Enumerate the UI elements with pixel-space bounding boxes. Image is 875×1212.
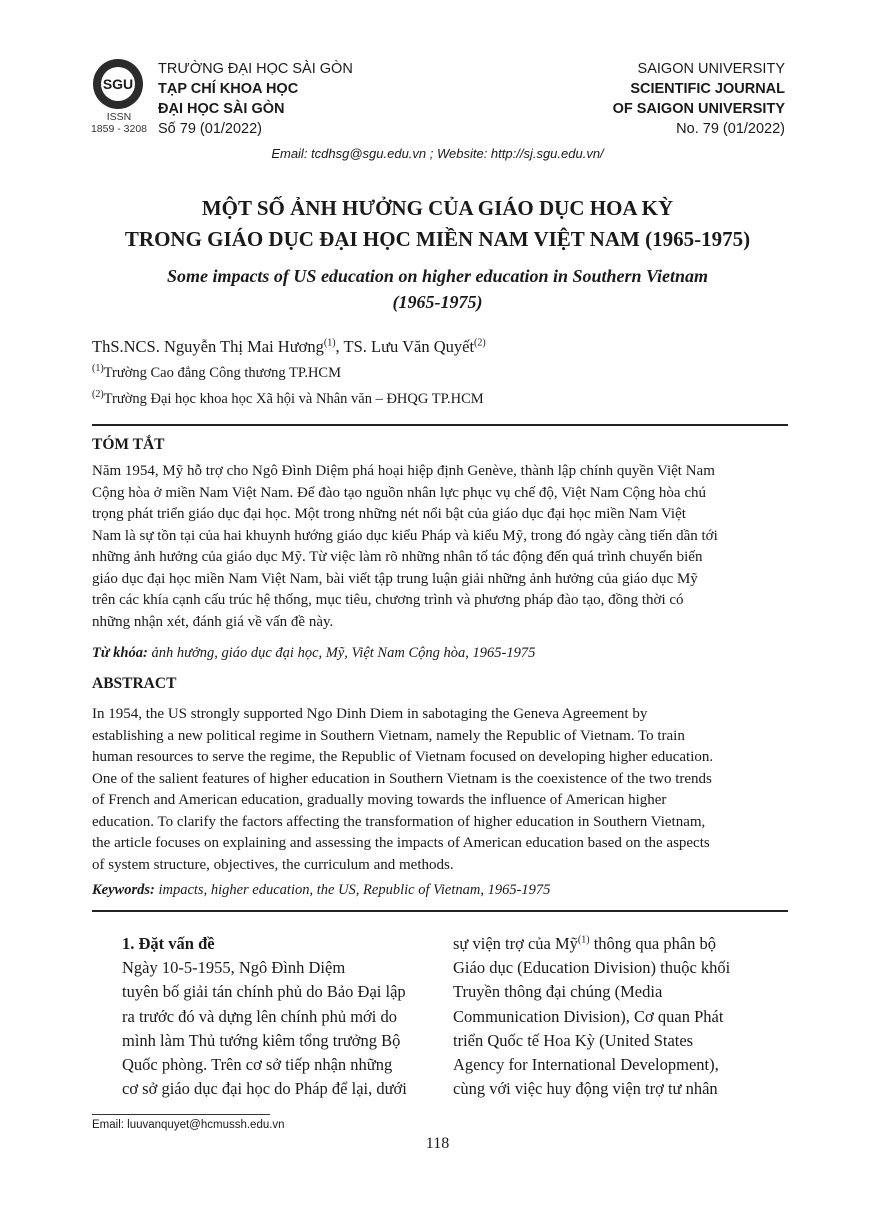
body-line: ra trước đó và dựng lên chính phủ mới do [122,1006,397,1026]
page-number: 118 [425,1135,450,1152]
abstract-line: human resources to serve the regime, the Republic of Vietnam focused on developing higher education. [92,749,714,765]
abstract-line: of system structure, objectives, the curriculum and methods. [92,856,454,873]
abstract-line: One of the salient features of higher education in Southern Vietnam is the coexistence of the two trends [92,770,712,787]
keywords-en-label: Keywords: [92,882,155,898]
logo-text: SGU [102,76,134,92]
university-name-vi: TRƯỜNG ĐẠI HỌC SÀI GÒN [158,61,353,77]
issn-number: 1859 - 3208 [90,123,148,135]
issue-en: No. 79 (01/2022) [676,121,785,137]
body-column-left [122,932,422,1101]
journal-logo [92,58,144,110]
issn-block [88,111,150,135]
subtitle-line-2: (1965-1975) [392,292,483,312]
issue-vi: Số 79 (01/2022) [158,121,262,137]
body-line: Communication Division), Cơ quan Phát [453,1006,724,1026]
body-column-right [453,932,786,1101]
body-line-part: thông qua phân bộ [589,934,717,953]
footnote-email: Email: luuvanquyet@hcmussh.edu.vn [92,1119,285,1131]
affiliation-2 [92,391,484,408]
article-title [0,193,875,255]
footnote-divider [92,1114,270,1115]
abstract-line: of French and American education, gradually moving towards the influence of American higher [92,792,667,808]
body-line-part: sự viện trợ của Mỹ [453,934,578,953]
summary-line: giáo dục đại học miền Nam Việt Nam, bài viết tập trung luận giải những ảnh hưởng của giáo dục Mỹ [92,570,698,587]
summary-line: những nhận xét, đánh giá về vấn đề này. [92,613,334,630]
author-1: ThS.NCS. Nguyễn Thị Mai Hương [92,337,324,356]
author-2: , TS. Lưu Văn Quyết [335,337,475,356]
keywords-en-text: impacts, higher education, the US, Republic of Vietnam, 1965-1975 [154,882,551,898]
affiliation-2-sup: (2) [92,389,104,401]
title-line-2: TRONG GIÁO DỤC ĐẠI HỌC MIỀN NAM VIỆT NAM (1965-1975) [124,227,751,251]
summary-heading: TÓM TẮT [92,436,165,453]
journal-name-vi-2: ĐẠI HỌC SÀI GÒN [158,101,285,117]
affiliation-1 [92,365,341,382]
body-line: Giáo dục (Education Division) thuộc khối [453,958,731,978]
keywords-vi-label: Từ khóa: [92,645,148,661]
summary-line: Nam là sự tồn tại của hai khuynh hướng giáo dục kiểu Pháp và kiểu Mỹ, trong đó ngày càng tiến dần tới [92,527,718,544]
journal-name-vi-1: TẠP CHÍ KHOA HỌC [158,81,299,97]
keywords-en [92,882,788,899]
abstract-heading: ABSTRACT [92,675,177,692]
abstract-line: In 1954, the US strongly supported Ngo Dinh Diem in sabotaging the Geneva Agreement by [92,706,648,722]
journal-name-en-2: OF SAIGON UNIVERSITY [612,101,785,117]
affiliation-2-text: Trường Đại học khoa học Xã hội và Nhân văn – ĐHQG TP.HCM [103,391,484,407]
header-left [158,59,353,139]
body-line: Agency for International Development), [453,1055,719,1075]
summary-text [92,461,788,633]
divider [92,424,788,426]
body-line: triển Quốc tế Hoa Kỳ (United States [453,1030,694,1050]
body-line: cơ sở giáo dục đại học do Pháp để lại, dưới [122,1079,407,1099]
section-1-heading: 1. Đặt vấn đề [122,934,215,953]
keywords-vi-text: ảnh hưởng, giáo dục đại học, Mỹ, Việt Nam Cộng hòa, 1965-1975 [147,645,536,661]
subtitle-line-1: Some impacts of US education on higher education in Southern Vietnam [166,266,709,286]
body-line: Truyền thông đại chúng (Media [453,982,663,1002]
university-name-en: SAIGON UNIVERSITY [637,61,785,77]
summary-line: trên các khía cạnh cấu trúc hệ thống, mục tiêu, chương trình và phương pháp đào tạo, đồng thời có [92,592,684,608]
body-line [453,932,786,956]
body-line: mình làm Thủ tướng kiêm tổng trưởng Bộ [122,1030,401,1050]
affiliation-1-text: Trường Cao đẳng Công thương TP.HCM [103,365,341,381]
article-subtitle [0,263,875,315]
header-right [613,59,785,139]
abstract-line: the article focuses on explaining and assessing the impacts of American education based on the aspects [92,835,710,851]
title-line-1: MỘT SỐ ẢNH HƯỞNG CỦA GIÁO DỤC HOA KỲ [201,196,674,220]
affiliation-1-sup: (1) [92,363,104,375]
summary-line: trọng phát triển giáo dục đại học. Một trong những nét nổi bật của giáo dục đại học miền Nam Việt [92,506,686,522]
body-line: cùng với việc huy động viện trợ tư nhân [453,1079,718,1099]
keywords-vi [92,645,788,662]
summary-line: Năm 1954, Mỹ hỗ trợ cho Ngô Đình Diệm phá hoại hiệp định Genève, thành lập chính quyền Việt Nam [92,463,715,479]
summary-line: Cộng hòa ở miền Nam Việt Nam. Để đào tạo nguồn nhân lực phục vụ chế độ, Việt Nam Cộng hòa chú [92,484,706,501]
footnote-ref: (1) [577,934,590,946]
author-2-sup: (2) [474,337,486,349]
issn-label: ISSN [106,111,132,123]
body-line: Quốc phòng. Trên cơ sở tiếp nhận những [122,1055,393,1075]
journal-name-en-1: SCIENTIFIC JOURNAL [630,81,785,97]
summary-line: những ảnh hưởng của giáo dục Mỹ. Từ việc làm rõ những nhân tố tác động đến quá trình chuyển biến [92,549,703,565]
author-1-sup: (1) [323,337,336,349]
body-line: tuyên bố giải tán chính phủ do Bảo Đại lập [122,982,406,1002]
abstract-line: establishing a new political regime in Southern Vietnam, namely the Republic of Vietnam. To train [92,727,685,744]
abstract-line: education. To clarify the factors affecting the transformation of higher education in Southern Vietnam, [92,813,706,830]
journal-contact: Email: tcdhsg@sgu.edu.vn ; Website: http://sj.sgu.edu.vn/ [271,146,604,161]
abstract-text [92,704,788,876]
body-line: Ngày 10-5-1955, Ngô Đình Diệm [122,958,346,978]
author-line [92,337,486,357]
divider [92,910,788,912]
